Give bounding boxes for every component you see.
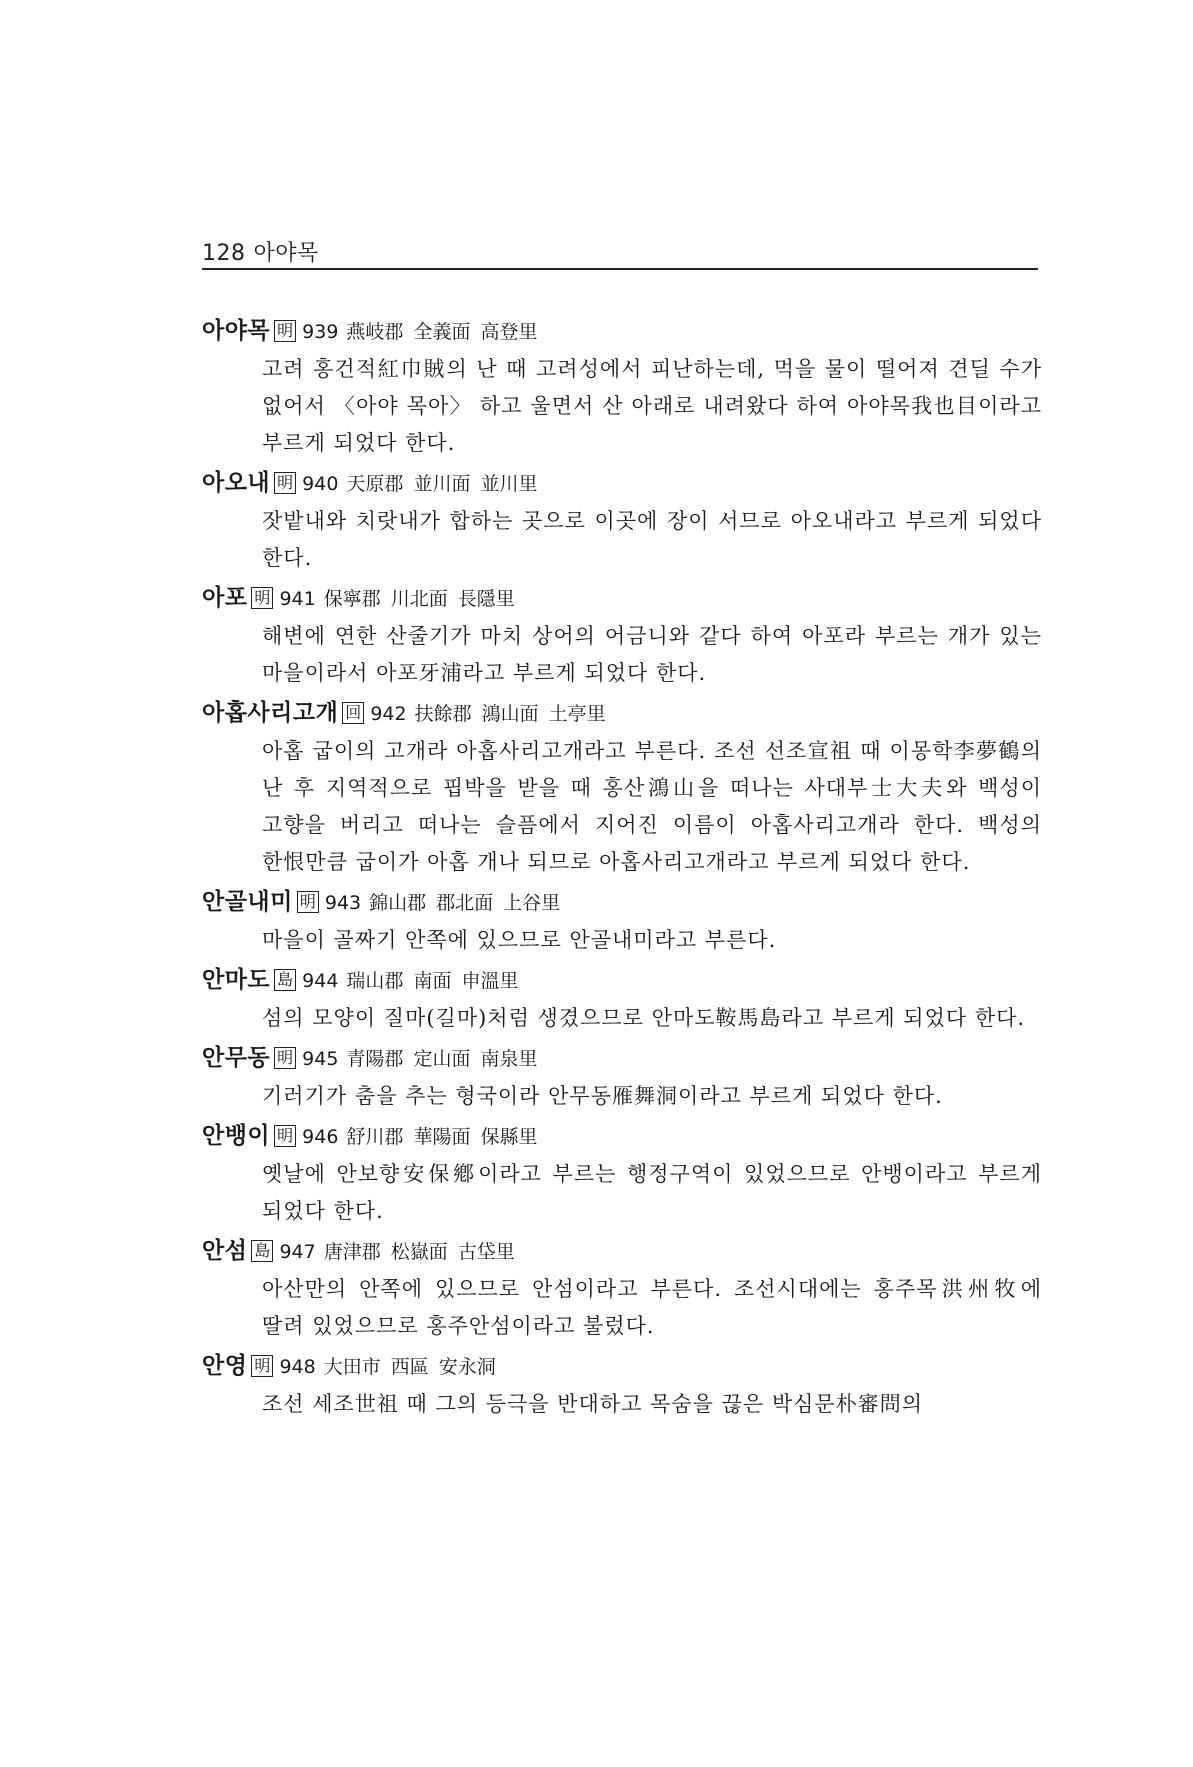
entry-text: 조선 세조世祖 때 그의 등극을 반대하고 목숨을 끊은 박심문朴審問의 — [262, 1392, 923, 1416]
county: 舒川郡 — [346, 1126, 404, 1148]
category-tag: 明 — [274, 320, 296, 342]
village: 古垈里 — [457, 1241, 515, 1263]
district: 南面 — [413, 970, 452, 992]
entry-number: 939 — [302, 321, 339, 343]
category-tag: 明 — [251, 587, 273, 609]
county: 瑞山郡 — [346, 970, 404, 992]
entry-text: 기러기가 춤을 추는 형국이라 안무동雁舞洞이라고 부르게 되었다 한다. — [262, 1084, 943, 1108]
entry-942 — [202, 694, 1042, 881]
entry-text: 섬의 모양이 질마(길마)처럼 생겼으므로 안마도鞍馬島라고 부르게 되었다 한다. — [262, 1006, 1026, 1030]
district: 並川面 — [413, 473, 471, 495]
village: 安永洞 — [438, 1356, 496, 1378]
county: 保寧郡 — [323, 588, 381, 610]
category-tag: 明 — [274, 1125, 296, 1147]
village: 並川里 — [480, 473, 538, 495]
entry-948 — [202, 1347, 1042, 1423]
village: 申溫里 — [461, 970, 519, 992]
headword: 안골내미 — [202, 889, 293, 915]
entry-text: 잣밭내와 치랏내가 합하는 곳으로 이곳에 장이 서므로 아오내라고 부르게 되었다 한다. — [262, 509, 1042, 570]
entry-944 — [202, 961, 1042, 1037]
category-tag: 明 — [274, 1047, 296, 1069]
running-head — [202, 236, 327, 267]
headword: 아오내 — [202, 470, 271, 496]
district: 鴻山面 — [481, 703, 539, 725]
headword: 아포 — [202, 585, 248, 611]
district: 全義面 — [413, 321, 471, 343]
headword: 안섬 — [202, 1238, 248, 1264]
entry-text: 아홉 굽이의 고개라 아홉사리고개라고 부른다. 조선 선조宣祖 때 이몽학李夢鶴의 난 후 지역적으로 핍박을 받을 때 홍산鴻山을 떠나는 사대부士大夫와 백성이 고향을 버리고 떠나는 슬픔에서 지어진 이름이 아홉사리고개라 한다. 백성의 한恨만큼 굽이가 아홉 개나 되므로 아홉사리고개라고 부르게 되었다 한다. — [262, 739, 1042, 874]
headword: 안뱅이 — [202, 1123, 271, 1149]
category-tag: 島 — [251, 1240, 273, 1262]
district: 定山面 — [413, 1048, 471, 1070]
entry-list — [202, 312, 1042, 1425]
entry-939 — [202, 312, 1042, 462]
entry-text: 옛날에 안보향安保鄕이라고 부르는 행정구역이 있었으므로 안뱅이라고 부르게 되었다 한다. — [262, 1162, 1042, 1223]
entry-number: 945 — [302, 1048, 339, 1070]
village: 上谷里 — [503, 892, 561, 914]
district: 西區 — [390, 1356, 429, 1378]
entry-text: 해변에 연한 산줄기가 마치 상어의 어금니와 같다 하여 아포라 부르는 개가 있는 마을이라서 아포牙浦라고 부르게 되었다 한다. — [262, 624, 1042, 685]
entry-943 — [202, 883, 1042, 959]
village: 土亭里 — [548, 703, 606, 725]
header-rule — [202, 268, 1038, 270]
district: 川北面 — [390, 588, 448, 610]
entry-number: 943 — [324, 892, 362, 914]
entry-text: 마을이 골짜기 안쪽에 있으므로 안골내미라고 부른다. — [262, 928, 777, 952]
county: 青陽郡 — [346, 1048, 404, 1070]
entry-number: 947 — [279, 1241, 316, 1263]
headword: 안무동 — [202, 1045, 271, 1071]
village: 南泉里 — [480, 1048, 538, 1070]
entry-number: 941 — [279, 588, 316, 610]
entry-945 — [202, 1039, 1042, 1115]
category-tag: 回 — [342, 702, 364, 724]
entry-941 — [202, 579, 1042, 692]
county: 錦山郡 — [369, 892, 427, 914]
entry-947 — [202, 1232, 1042, 1345]
district: 松嶽面 — [390, 1241, 448, 1263]
headword: 안영 — [202, 1353, 248, 1379]
category-tag: 明 — [274, 472, 296, 494]
entry-text: 아산만의 안쪽에 있으므로 안섬이라고 부른다. 조선시대에는 홍주목洪州牧에 딸려 있었으므로 홍주안섬이라고 불렀다. — [262, 1277, 1042, 1338]
category-tag: 明 — [297, 891, 319, 913]
headword: 아홉사리고개 — [202, 700, 339, 726]
entry-number: 944 — [302, 970, 339, 992]
village: 長隱里 — [457, 588, 515, 610]
entry-number: 946 — [302, 1126, 339, 1148]
county: 天原郡 — [346, 473, 404, 495]
county: 大田市 — [323, 1356, 381, 1378]
entry-number: 948 — [279, 1356, 316, 1378]
county: 扶餘郡 — [414, 703, 472, 725]
entry-946 — [202, 1117, 1042, 1230]
headword: 안마도 — [202, 967, 271, 993]
village: 保縣里 — [480, 1126, 538, 1148]
running-head-title: 아야목 — [253, 241, 319, 266]
district: 郡北面 — [436, 892, 494, 914]
entry-number: 940 — [302, 473, 339, 495]
page-number: 128 — [202, 241, 246, 266]
category-tag: 明 — [251, 1355, 273, 1377]
district: 華陽面 — [413, 1126, 471, 1148]
headword: 아야목 — [202, 318, 271, 344]
entry-text: 고려 홍건적紅巾賊의 난 때 고려성에서 피난하는데, 먹을 물이 떨어져 견딜 수가 없어서 〈아야 목아〉 하고 울면서 산 아래로 내려왔다 하여 아야목我也目이라고 부르게 되었다 한다. — [262, 357, 1042, 455]
entry-940 — [202, 464, 1042, 577]
county: 燕岐郡 — [346, 321, 404, 343]
entry-number: 942 — [370, 703, 407, 725]
category-tag: 島 — [274, 969, 296, 991]
county: 唐津郡 — [323, 1241, 381, 1263]
village: 高登里 — [480, 321, 538, 343]
